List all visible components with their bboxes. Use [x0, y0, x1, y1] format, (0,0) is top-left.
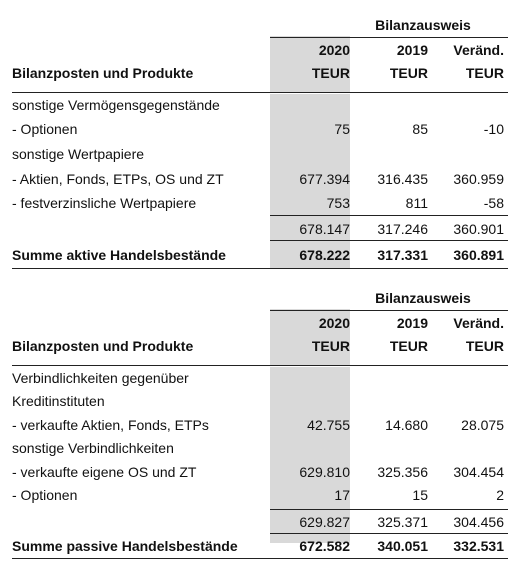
header-row-unit — [12, 62, 508, 84]
row-label: sonstige Vermögensgegenstände — [12, 97, 220, 113]
value-2019: 15 — [412, 487, 428, 503]
subtotal-row — [12, 218, 508, 240]
row-label: - Aktien, Fonds, ETPs, OS und ZT — [12, 171, 224, 187]
total-2019: 317.331 — [377, 247, 428, 263]
table-row — [12, 484, 508, 506]
total-2019: 340.051 — [377, 538, 428, 554]
value-2020: 17 — [334, 487, 350, 503]
row-label: - festverzinsliche Wertpapiere — [12, 195, 197, 211]
table-row — [12, 414, 508, 436]
table-row — [12, 94, 508, 116]
subtotal-row — [12, 511, 508, 533]
value-2019: 325.356 — [377, 464, 428, 480]
row-label: Kreditinstituten — [12, 393, 105, 409]
row-label: - verkaufte eigene OS und ZT — [12, 464, 197, 480]
row-label: - verkaufte Aktien, Fonds, ETPs — [12, 417, 209, 433]
col-2020-year: 2020 — [318, 42, 350, 58]
col-2019-year: 2019 — [396, 315, 428, 331]
value-2020: 753 — [326, 195, 350, 211]
total-bottom-rule — [12, 268, 508, 269]
header-rule — [12, 92, 508, 93]
subtotal-2020: 629.827 — [299, 514, 350, 530]
value-2020: 677.394 — [299, 171, 350, 187]
value-change: -10 — [483, 121, 504, 137]
value-2020: 42.755 — [307, 417, 350, 433]
total-label: Summe passive Handelsbestände — [12, 538, 238, 554]
subtotal-change: 304.456 — [453, 514, 504, 530]
col-2019-unit: TEUR — [389, 65, 428, 81]
value-change: 28.075 — [461, 417, 504, 433]
total-row — [12, 535, 508, 557]
row-label: - Optionen — [12, 121, 78, 137]
value-2019: 316.435 — [377, 171, 428, 187]
table-row — [12, 390, 508, 412]
total-change: 332.531 — [453, 538, 504, 554]
group-header-rule — [270, 310, 508, 311]
group-header: Bilanzausweis — [375, 290, 471, 306]
group-header: Bilanzausweis — [375, 17, 471, 33]
table-row — [12, 118, 508, 140]
col-2019-unit: TEUR — [389, 338, 428, 354]
table-row — [12, 143, 508, 165]
table-row — [12, 461, 508, 483]
subtotal-bottom-rule — [270, 533, 508, 534]
total-2020: 672.582 — [299, 538, 350, 554]
row-label: sonstige Verbindlichkeiten — [12, 440, 174, 456]
header-row-year — [12, 312, 508, 334]
row-label: Verbindlichkeiten gegenüber — [12, 370, 189, 386]
subtotal-2019: 317.246 — [377, 221, 428, 237]
value-change: -58 — [483, 195, 504, 211]
col-label-header: Bilanzposten und Produkte — [12, 65, 194, 81]
total-bottom-rule — [12, 558, 508, 559]
value-2019: 811 — [405, 195, 428, 211]
subtotal-bottom-rule — [270, 240, 508, 241]
col-2020-unit: TEUR — [311, 65, 350, 81]
col-change-title: Veränd. — [453, 42, 504, 58]
row-label: sonstige Wertpapiere — [12, 146, 145, 162]
value-change: 360.959 — [453, 171, 504, 187]
value-2020: 629.810 — [299, 464, 350, 480]
col-change-unit: TEUR — [465, 338, 504, 354]
value-2019: 14.680 — [385, 417, 428, 433]
header-row-unit — [12, 335, 508, 357]
value-change: 2 — [496, 487, 504, 503]
table-row — [12, 437, 508, 459]
subtotal-rule — [270, 215, 508, 216]
value-2019: 85 — [412, 121, 428, 137]
col-label-header: Bilanzposten und Produkte — [12, 338, 194, 354]
subtotal-rule — [270, 509, 508, 510]
col-2019-year: 2019 — [396, 42, 428, 58]
total-label: Summe aktive Handelsbestände — [12, 247, 226, 263]
table-row — [12, 192, 508, 214]
col-change-unit: TEUR — [465, 65, 504, 81]
value-2020: 75 — [334, 121, 350, 137]
table-row — [12, 168, 508, 190]
col-change-title: Veränd. — [453, 315, 504, 331]
table-row — [12, 367, 508, 389]
total-change: 360.891 — [453, 247, 504, 263]
value-change: 304.454 — [453, 464, 504, 480]
total-2020: 678.222 — [299, 247, 350, 263]
group-header-rule — [270, 37, 508, 38]
header-rule — [12, 365, 508, 366]
subtotal-2019: 325.371 — [377, 514, 428, 530]
total-row — [12, 244, 508, 266]
col-2020-unit: TEUR — [311, 338, 350, 354]
row-label: - Optionen — [12, 487, 78, 503]
header-row-year — [12, 39, 508, 61]
col-2020-year: 2020 — [318, 315, 350, 331]
subtotal-2020: 678.147 — [299, 221, 350, 237]
subtotal-change: 360.901 — [453, 221, 504, 237]
